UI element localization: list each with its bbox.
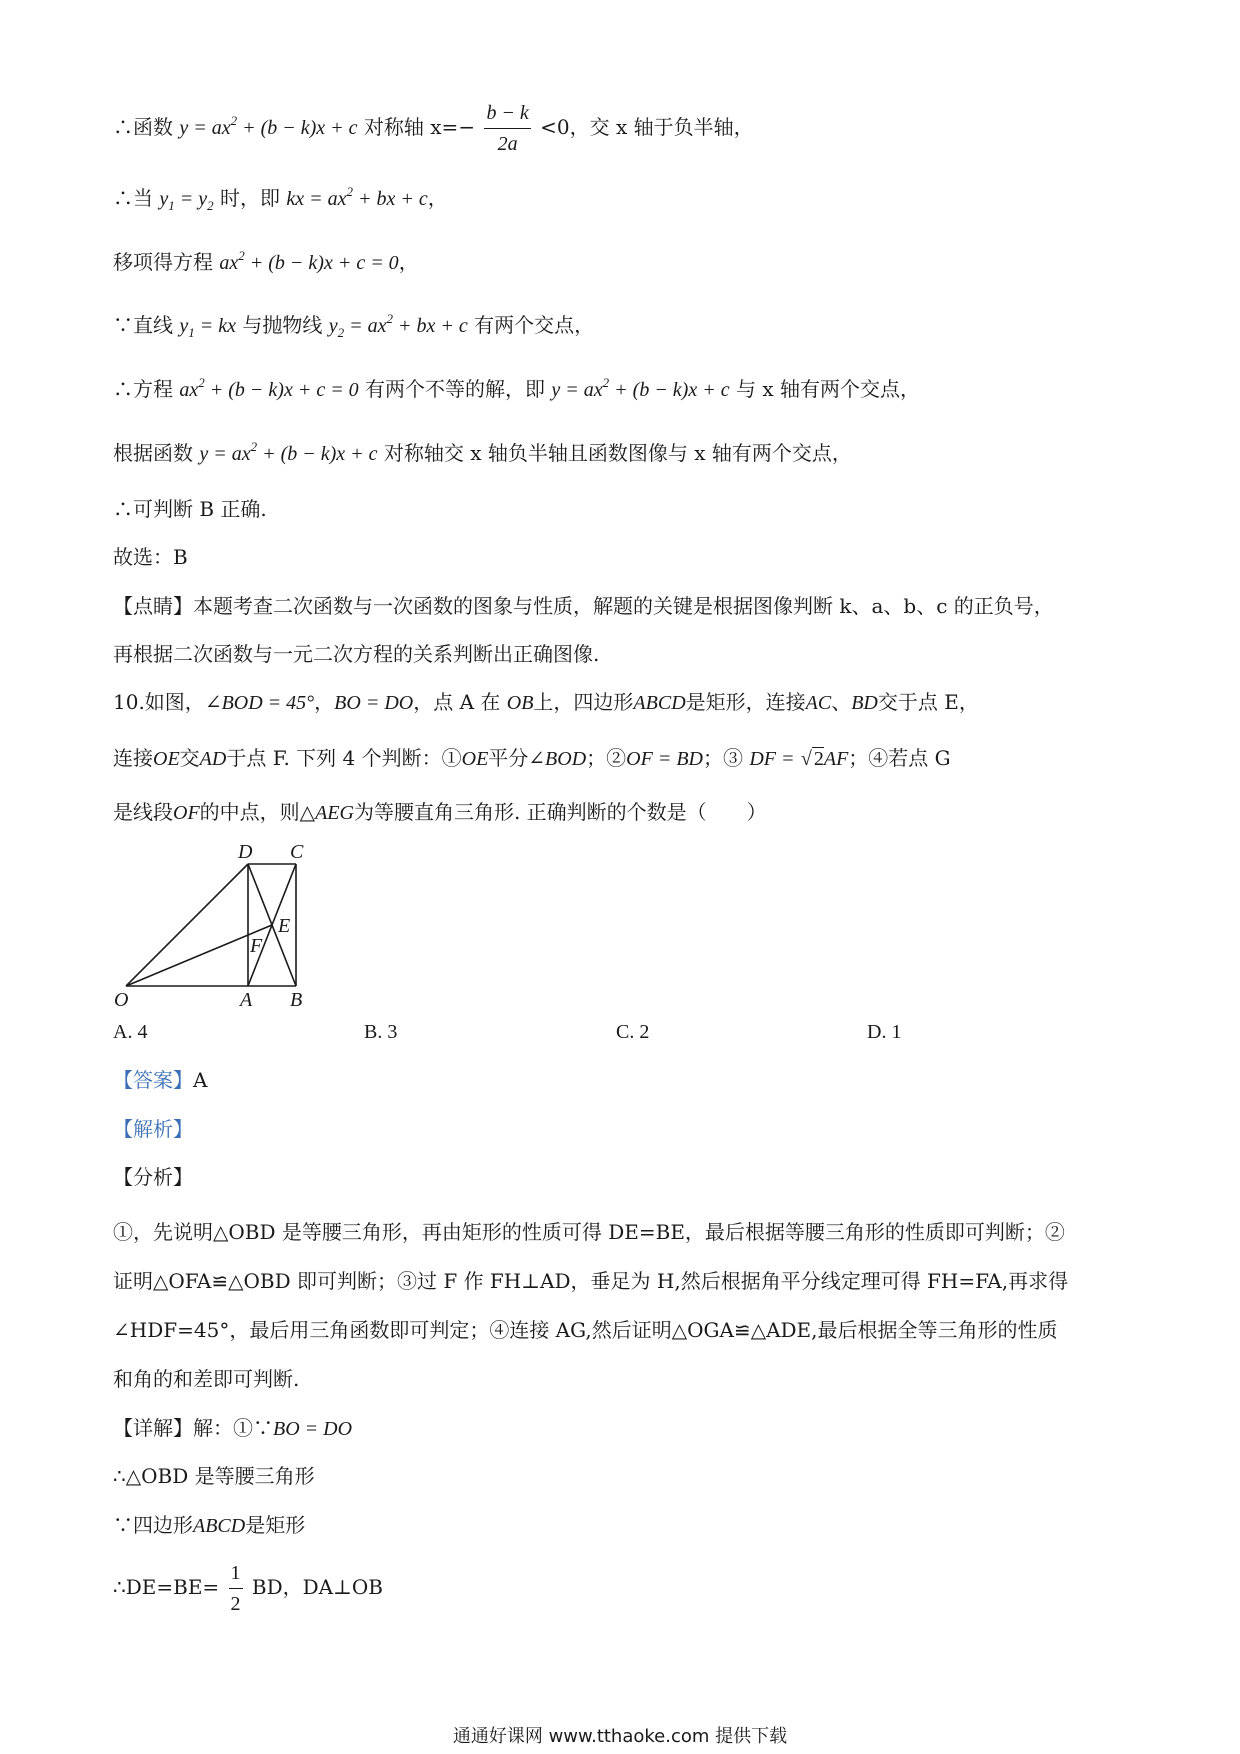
- detail-1: 【详解】解：①∵BO = DO: [113, 1416, 353, 1440]
- label-c: C: [290, 841, 304, 863]
- sqrt-2: √ 2: [800, 748, 824, 770]
- line-according-to-function: 根据函数 $y = ax^2 + (b - k)x + c$ 对称轴交 x 轴负半轴且函数图像与 x 轴有两个交点，: [113, 439, 852, 465]
- line-choose-b: 故选：B: [113, 545, 188, 569]
- fraction-bk-2a: $\frac{b - k}{2a}$: [484, 98, 530, 159]
- label-e: E: [278, 915, 291, 937]
- label-o: O: [114, 989, 129, 1010]
- analysis-tag: 【解析】: [113, 1117, 193, 1141]
- label-f: F: [250, 935, 263, 957]
- segment-od: [126, 864, 248, 986]
- label-a: A: [240, 989, 253, 1010]
- question-10-line-1: 10.如图，∠BOD = 45°，BO = DO，点 A 在 OB上，四边形ABCD是矩形，连接AC、BD交于点 E，: [113, 690, 979, 714]
- line-axis-of-symmetry: ∴函数 $y = ax^2 + (b - k)x + c$ 对称轴 x=− $\frac{b - k}{2a}$ <0，交 x 轴于负半轴，: [113, 98, 754, 159]
- answer-value: A: [193, 1068, 208, 1092]
- line-when-y1-eq-y2: ∴当 $y_1 = y_2$ 时，即 kx = $ax^2$ + bx + c，: [113, 184, 448, 213]
- analysis-para-4: 和角的和差即可判断.: [113, 1367, 300, 1391]
- fraction-half: $\frac{1}{2}$: [229, 1558, 243, 1619]
- footer-source: 通通好课网 www.tthaoke.com 提供下载: [452, 1726, 788, 1747]
- line-b-correct: ∴可判断 B 正确.: [113, 497, 267, 521]
- analysis-para-1: ①，先说明△OBD 是等腰三角形，再由矩形的性质可得 DE=BE，最后根据等腰三角形的性质即可判断；②: [113, 1220, 1065, 1244]
- detail-3: ∵四边形ABCD是矩形: [113, 1513, 306, 1537]
- choice-d: D. 1: [867, 1021, 902, 1043]
- analysis-para-3: ∠HDF=45°，最后用三角函数即可判定；④连接 AG,然后证明△OGA≌△ADE,最后根据全等三角形的性质: [113, 1318, 1058, 1342]
- analysis-para-2: 证明△OFA≌△OBD 即可判断；③过 F 作 FH⊥AD，垂足为 H,然后根据角平分线定理可得 FH=FA,再求得: [113, 1269, 1069, 1293]
- line-dianjing-2: 再根据二次函数与一元二次方程的关系判断出正确图像.: [113, 642, 600, 666]
- answer-line: [113, 1064, 207, 1096]
- fenxi-heading: 【分析】: [113, 1165, 193, 1189]
- line-dianjing-1: 【点睛】本题考查二次函数与一次函数的图象与性质，解题的关键是根据图像判断 k、a、b、c 的正负号，: [113, 594, 1054, 618]
- choice-a: A. 4: [113, 1021, 148, 1043]
- choice-c: C. 2: [616, 1021, 650, 1043]
- label-d: D: [238, 841, 253, 863]
- detail-4: ∴DE=BE= $\frac{1}{2}$ BD，DA⊥OB: [113, 1558, 383, 1619]
- label-b: B: [290, 989, 303, 1010]
- line-equation-two-roots: ∴方程 $ax^2 + (b - k)x + c = 0$ 有两个不等的解，即 $y = ax^2 + (b - k)x + c$ 与 x 轴有两个交点，: [113, 375, 920, 401]
- choice-b: B. 3: [364, 1021, 398, 1043]
- geometry-figure: [110, 840, 330, 1010]
- line-two-intersections: ∵直线 $y_1$ = kx 与抛物线 $y_2 = ax^2$ + bx + c 有两个交点，: [113, 311, 595, 340]
- question-10-line-3: 是线段OF的中点，则△AEG为等腰直角三角形. 正确判断的个数是（ ）: [113, 800, 767, 824]
- question-10-line-2: 连接OE交AD于点 F. 下列 4 个判断：①OE平分∠BOD；②OF = BD；③ DF = √ 2AF；④若点 G: [113, 742, 951, 775]
- detail-2: ∴△OBD 是等腰三角形: [113, 1464, 315, 1488]
- line-rearrange: 移项得方程 $ax^2 + (b - k)x + c = 0$，: [113, 248, 419, 274]
- answer-tag: 【答案】: [113, 1068, 193, 1092]
